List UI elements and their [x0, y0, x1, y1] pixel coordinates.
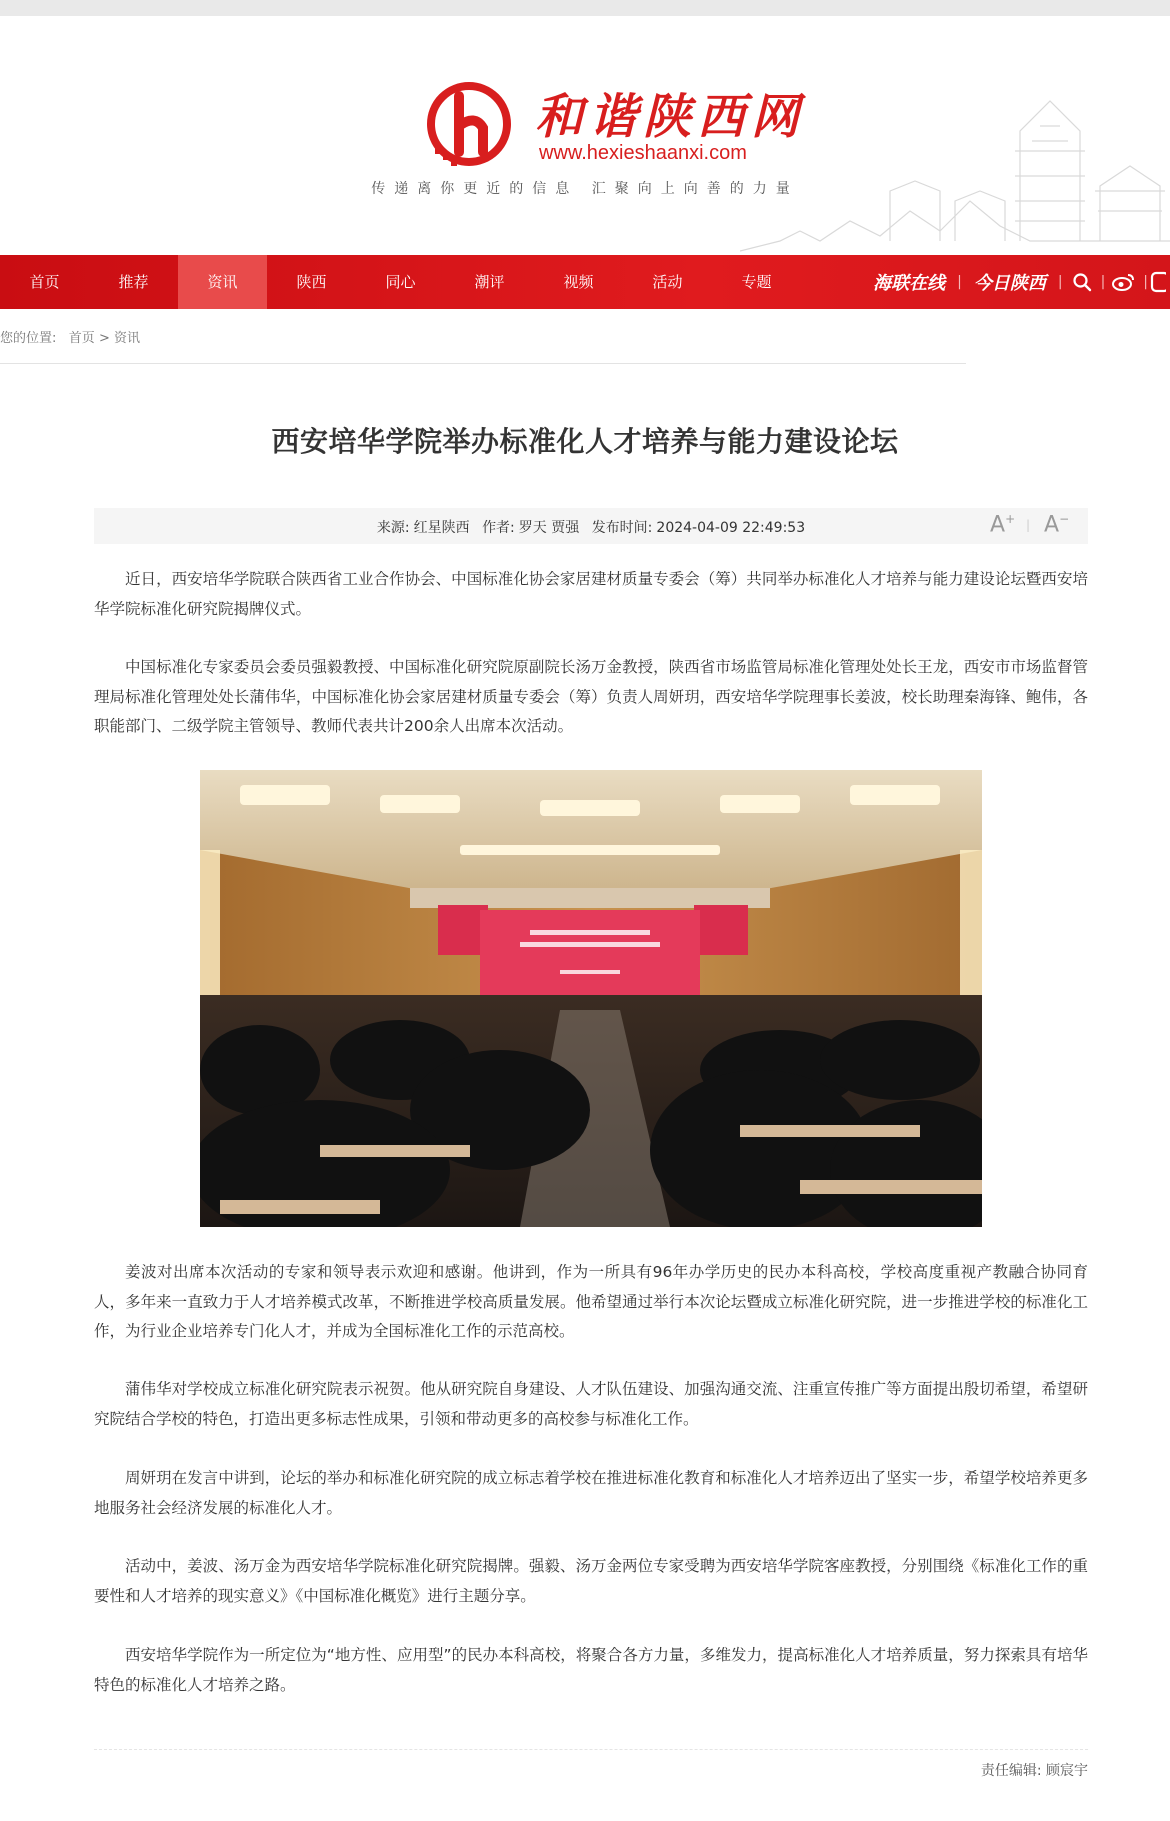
editor-name: 顾宸宇: [1046, 1763, 1088, 1779]
search-icon[interactable]: [1065, 255, 1099, 309]
article-paragraph: 西安培华学院作为一所定位为“地方性、应用型”的民办本科高校，将聚合各方力量，多维发力，提高标准化人才培养质量，努力探索具有培华特色的标准化人才培养之路。: [94, 1646, 1088, 1694]
logo-emblem-icon: [423, 78, 515, 170]
logo-url: www.hexieshaanxi.com: [539, 142, 747, 164]
divider: [0, 363, 966, 364]
nav-right-links: [863, 255, 1170, 309]
article-paragraph: 姜波对出席本次活动的专家和领导表示欢迎和感谢。他讲到，作为一所具有96年办学历史的民办本科高校，学校高度重视产教融合协同育人，多年来一直致力于人才培养模式改革，不断推进学校高质量发展。他希望通过举行本次论坛暨成立标准化研究院，进一步推进学校的标准化工作，为行业企业培养专门化人才，并成为全国标准化工作的示范高校。: [94, 1263, 1088, 1340]
nav-separator: |: [1143, 274, 1148, 290]
font-decrease-button[interactable]: A−: [1044, 512, 1070, 538]
breadcrumb-home[interactable]: 首页: [68, 331, 95, 346]
breadcrumb-prefix: 您的位置:: [0, 331, 57, 346]
article-paragraph: 近日，西安培华学院联合陕西省工业合作协会、中国标准化协会家居建材质量专委会（筹）共同举办标准化人才培养与能力建设论坛暨西安培华学院标准化研究院揭牌仪式。: [94, 570, 1088, 618]
nav-item-video[interactable]: 视频: [563, 273, 594, 291]
time-label: 发布时间:: [591, 520, 653, 536]
article-author: 罗天 贾强: [518, 520, 580, 536]
nav-item-news[interactable]: 资讯: [178, 255, 267, 309]
nav-separator: |: [957, 274, 962, 290]
article-paragraph: 蒲伟华对学校成立标准化研究院表示祝贺。他从研究院自身建设、人才队伍建设、加强沟通交流、注重宣传推广等方面提出殷切希望，希望研究院结合学校的特色，打造出更多标志性成果，引领和带动更多的高校参与标准化工作。: [94, 1380, 1088, 1428]
article-paragraph: 周妍玥在发言中讲到，论坛的举办和标准化研究院的成立标志着学校在推进标准化教育和标准化人才培养迈出了坚实一步，希望学校培养更多地服务社会经济发展的标准化人才。: [94, 1469, 1088, 1517]
divider: [94, 1749, 1088, 1750]
nav-separator: |: [1100, 274, 1106, 290]
nav-item-topics[interactable]: 专题: [741, 273, 772, 291]
nav-link-hailian[interactable]: 海联在线: [873, 273, 946, 294]
article-title: 西安培华学院举办标准化人才培养与能力建设论坛: [271, 425, 899, 458]
article-time: 2024-04-09 22:49:53: [656, 520, 806, 536]
article-photo: [200, 770, 982, 1227]
breadcrumb-separator: >: [98, 331, 110, 346]
app-icon[interactable]: [1150, 255, 1170, 309]
site-header: [0, 16, 1170, 256]
weibo-icon[interactable]: [1107, 255, 1141, 309]
source-label: 来源:: [376, 520, 410, 536]
nav-item-chaoping[interactable]: 潮评: [474, 273, 505, 291]
article-paragraph: 活动中，姜波、汤万金为西安培华学院标准化研究院揭牌。强毅、汤万金两位专家受聘为西安培华学院客座教授，分别围绕《标准化工作的重要性和人才培养的现实意义》《中国标准化概览》进行主题分享。: [94, 1557, 1088, 1605]
article-source: 红星陕西: [413, 520, 470, 536]
conference-hall-image: [200, 770, 982, 1227]
nav-item-shaanxi[interactable]: 陕西: [296, 273, 327, 291]
font-increase-button[interactable]: A+: [990, 512, 1016, 538]
article-meta: [94, 508, 1088, 544]
nav-item-events[interactable]: 活动: [652, 273, 683, 291]
font-control-separator: |: [1026, 518, 1031, 532]
nav-item-home[interactable]: 首页: [29, 273, 60, 291]
article-paragraph: 中国标准化专家委员会委员强毅教授、中国标准化研究院原副院长汤万金教授，陕西省市场监管局标准化管理处处长王龙，西安市市场监督管理局标准化管理处处长蒲伟华，中国标准化协会家居建材质量专委会（筹）负责人周妍玥，西安培华学院理事长姜波，校长助理秦海锋、鲍伟，各职能部门、二级学院主管领导、教师代表共计200余人出席本次活动。: [94, 658, 1088, 735]
author-label: 作者:: [482, 520, 515, 536]
top-strip: [0, 0, 1170, 16]
nav-item-recommend[interactable]: 推荐: [118, 273, 149, 291]
logo-text: 和谐陕西网: [535, 89, 806, 145]
nav-separator: |: [1057, 274, 1063, 290]
breadcrumb-current[interactable]: 资讯: [114, 331, 141, 346]
nav-item-tongxin[interactable]: 同心: [385, 273, 416, 291]
site-slogan: 传递离你更近的信息 汇聚向上向善的力量: [371, 181, 799, 197]
site-logo[interactable]: [423, 66, 806, 176]
nav-link-today-shaanxi[interactable]: 今日陕西: [973, 273, 1046, 294]
article-editor: [981, 1760, 1088, 1780]
main-nav: [0, 255, 1170, 309]
breadcrumb: [0, 327, 140, 346]
editor-label: 责任编辑:: [980, 1763, 1042, 1779]
